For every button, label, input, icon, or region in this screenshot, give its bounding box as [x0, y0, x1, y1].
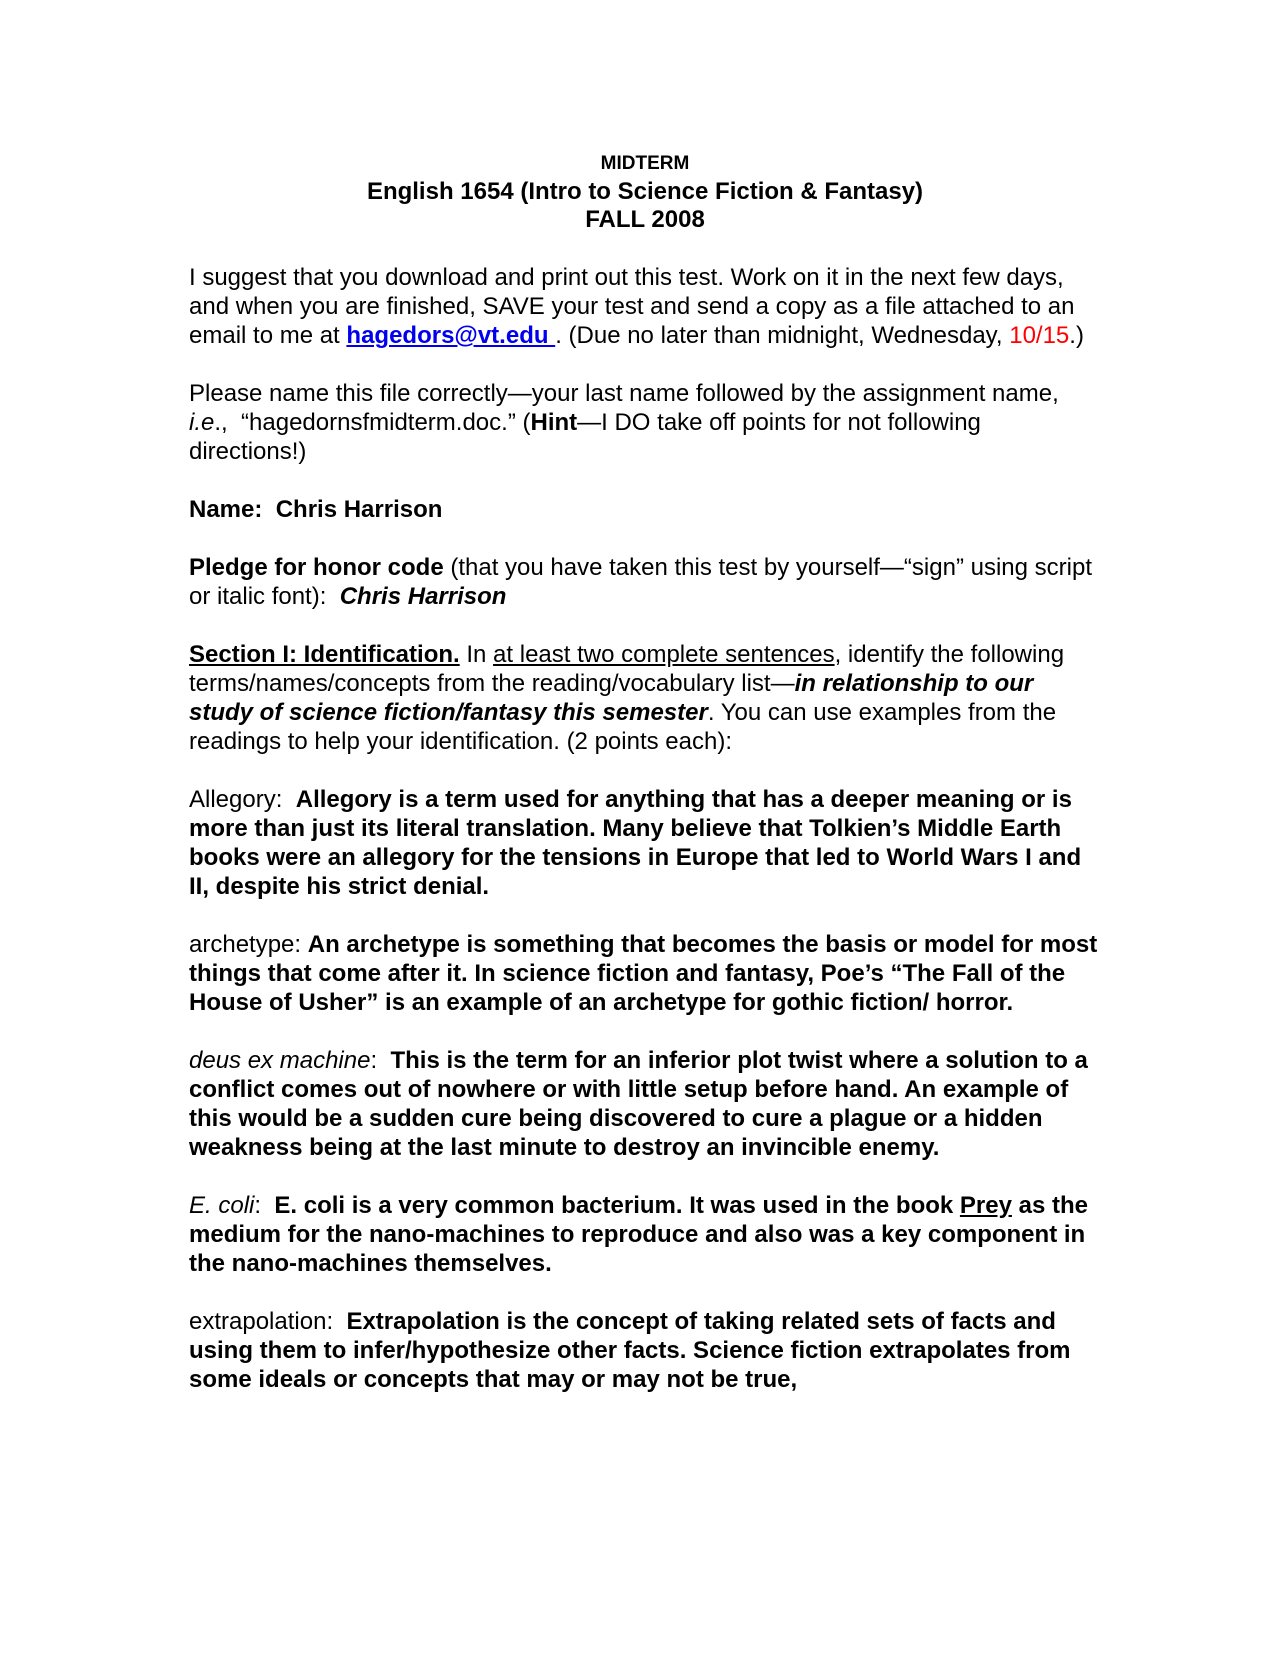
book-title: Prey [959, 1192, 1012, 1219]
section-1-intro [189, 640, 1101, 756]
hint-text: —I DO take off points for not following directions!) [189, 409, 981, 465]
term-allegory: Allegory: Allegory is a term used for anything that has a deeper meaning or is more than just its literal translation. Many believe that Tolkien’s Middle Earth books were an allegory for the tensions in Europe that led to World Wars I and II, despite his strict denial. [189, 786, 1082, 900]
term-label: extrapolation [189, 1308, 327, 1335]
section-1-emphasis: in relationship to our study of science fiction/fantasy this semester [189, 670, 1034, 726]
student-name-line [189, 495, 1101, 524]
instructions-text-end: .) [1069, 322, 1084, 349]
term-answer-end: as the medium for the nano-machines to reproduce and also was a key component in the nano-machines themselves. [189, 1192, 1088, 1277]
student-name: Chris Harrison [275, 496, 443, 523]
file-naming-paragraph [189, 379, 1101, 466]
file-naming-example: ., “hagedornsfmidterm.doc.” ( [214, 409, 531, 436]
document-header [189, 150, 1101, 234]
instructions-paragraph [189, 263, 1101, 350]
term-answer: E. coli is a very common bacterium. It was used in the book [274, 1192, 960, 1219]
term-title: FALL 2008 [585, 206, 705, 233]
course-title: English 1654 (Intro to Science Fiction & Fantasy) [366, 178, 924, 205]
pledge-text: (that you have taken this test by yourself—“sign” using script or italic font): [189, 554, 1092, 610]
email-link[interactable]: hagedors@vt.edu [346, 322, 556, 349]
section-1-requirement: at least two complete sentences [493, 641, 835, 668]
term-label: archetype [189, 931, 295, 958]
ie-abbrev: i.e [189, 409, 215, 436]
instructions-text: I suggest that you download and print out this test. Work on it in the next few days, and when you are finished, SAVE your test and send a copy as a file attached to an email to me at [189, 264, 1075, 349]
term-label: deus ex machine [189, 1047, 371, 1074]
term-e-coli: E. coli: E. coli is a very common bacterium. It was used in the book Prey as the medium for the nano-machines to reproduce and also was a key component in the nano-machines themselves. [189, 1192, 1088, 1277]
due-date: 10/15 [1009, 322, 1070, 349]
exam-title: MIDTERM [600, 153, 690, 174]
pledge-paragraph [189, 553, 1101, 611]
name-label: Name: [189, 496, 263, 523]
term-archetype: archetype: An archetype is something that becomes the basis or model for most things that come after it. In science fiction and fantasy, Poe’s “The Fall of the House of Usher” is an example of an archetype for gothic fiction/ horror. [189, 931, 1098, 1016]
term-answer: This is the term for an inferior plot twist where a solution to a conflict comes out of nowhere or with little setup before hand. An example of this would be a sudden cure being discovered to cure a plague or a hidden weakness being at the last minute to destroy an invincible enemy. [189, 1047, 1088, 1161]
signature: Chris Harrison [339, 583, 507, 610]
term-deus-ex-machine: deus ex machine: This is the term for an inferior plot twist where a solution to a conflict comes out of nowhere or with little setup before hand. An example of this would be a sudden cure being discovered to cure a plague or a hidden weakness being at the last minute to destroy an invincible enemy. [189, 1047, 1088, 1161]
instructions-text-due: . (Due no later than midnight, Wednesday, [555, 322, 1010, 349]
term-answer: An archetype is something that becomes the basis or model for most things that come after it. In science fiction and fantasy, Poe’s “The Fall of the House of Usher” is an example of an archetype for gothic fiction/ horror. [189, 931, 1098, 1016]
term-extrapolation: extrapolation: Extrapolation is the concept of taking related sets of facts and using them to infer/hypothesize other facts. Science fiction extrapolates from some ideals or concepts that may or may not be true, [189, 1308, 1071, 1393]
section-1-in: In [459, 641, 494, 668]
section-1-text: , identify the following terms/names/concepts from the reading/vocabulary list— [189, 641, 1065, 697]
section-1-text-end: . You can use examples from the readings to help your identification. (2 points each): [189, 699, 1057, 755]
term-answer: Allegory is a term used for anything that has a deeper meaning or is more than just its literal translation. Many believe that Tolkien’s Middle Earth books were an allegory for the tensions in Europe that led to World Wars I and II, despite his strict denial. [189, 786, 1082, 900]
term-label: E. coli [189, 1192, 255, 1219]
document-page [189, 150, 1101, 1394]
pledge-label: Pledge for honor code [189, 554, 444, 581]
term-answer: Extrapolation is the concept of taking related sets of facts and using them to infer/hypothesize other facts. Science fiction extrapolates from some ideals or concepts that may or may not be true, [189, 1308, 1071, 1393]
section-1-title: Section I: Identification. [189, 641, 460, 668]
hint-label: Hint [530, 409, 578, 436]
term-label: Allegory [189, 786, 276, 813]
file-naming-text: Please name this file correctly—your last name followed by the assignment name, [189, 380, 1059, 407]
